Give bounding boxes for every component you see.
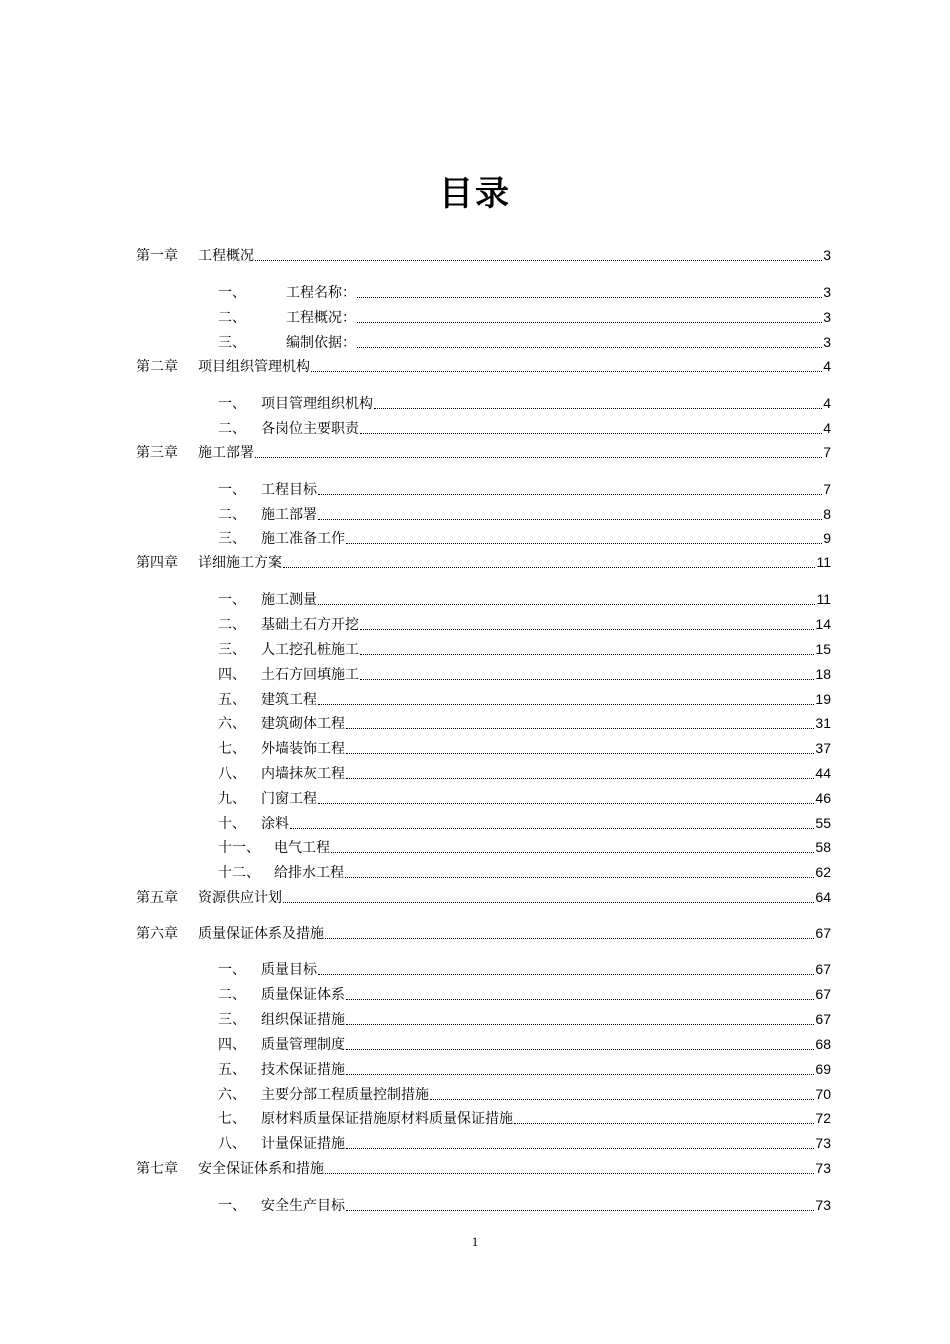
- toc-entry-number: 第四章: [136, 555, 178, 571]
- toc-entry-number: 三、: [218, 642, 246, 658]
- toc-entry-number: 八、: [218, 1136, 246, 1152]
- toc-entry-title: 安全保证体系和措施: [198, 1161, 324, 1177]
- toc-entry-number: 一、: [218, 285, 246, 301]
- toc-section-entry[interactable]: [218, 528, 831, 548]
- toc-entry-title: 质量管理制度: [261, 1037, 345, 1053]
- toc-page-number: 44: [815, 765, 831, 781]
- toc-entry-number: 四、: [218, 667, 246, 683]
- toc-entry-title: 原材料质量保证措施原材料质量保证措施: [261, 1111, 513, 1127]
- toc-page-number: 11: [816, 591, 831, 607]
- toc-entry-title: 施工测量: [261, 592, 317, 608]
- toc-page-number: 18: [815, 666, 831, 682]
- toc-entry-number: 第六章: [136, 926, 178, 942]
- toc-page-number: 15: [815, 641, 831, 657]
- toc-entry-title: 施工准备工作: [261, 531, 345, 547]
- toc-dot-leader: [325, 938, 814, 939]
- toc-page-number: 4: [823, 420, 831, 436]
- toc-entry-title: 门窗工程: [261, 791, 317, 807]
- toc-entry-number: 二、: [218, 310, 246, 326]
- toc-page-number: 73: [815, 1135, 831, 1151]
- toc-dot-leader: [346, 753, 814, 754]
- toc-section-entry[interactable]: [218, 479, 831, 499]
- toc-dot-leader: [318, 803, 814, 804]
- toc-page-number: 67: [815, 925, 831, 941]
- toc-section-entry[interactable]: [218, 589, 831, 609]
- toc-dot-leader: [374, 408, 822, 409]
- toc-page-number: 14: [815, 616, 831, 632]
- toc-entry-number: 六、: [218, 1087, 246, 1103]
- toc-dot-leader: [357, 297, 822, 298]
- toc-entry-title: 编制依据：: [286, 335, 356, 351]
- toc-page-number: 72: [815, 1110, 831, 1126]
- toc-page-number: 3: [823, 247, 831, 263]
- toc-dot-leader: [318, 519, 822, 520]
- toc-entry-title: 工程概况: [198, 248, 254, 264]
- toc-entry-title: 主要分部工程质量控制措施: [261, 1087, 429, 1103]
- toc-dot-leader: [255, 260, 822, 261]
- toc-chapter-entry[interactable]: [136, 887, 831, 907]
- toc-page-number: 73: [815, 1197, 831, 1213]
- toc-section-entry[interactable]: [218, 984, 831, 1004]
- toc-dot-leader: [325, 1173, 814, 1174]
- toc-entry-number: 一、: [218, 1198, 246, 1214]
- toc-entry-title: 施工部署: [261, 507, 317, 523]
- toc-page-number: 73: [815, 1160, 831, 1176]
- toc-dot-leader: [283, 567, 815, 568]
- toc-entry-number: 五、: [218, 692, 246, 708]
- toc-entry-title: 详细施工方案: [198, 555, 282, 571]
- toc-entry-number: 九、: [218, 791, 246, 807]
- toc-entry-title: 给排水工程: [274, 865, 344, 881]
- toc-page-number: 67: [815, 986, 831, 1002]
- toc-dot-leader: [331, 852, 814, 853]
- toc-entry-title: 项目组织管理机构: [198, 359, 310, 375]
- toc-section-entry[interactable]: [218, 738, 831, 758]
- toc-entry-number: 一、: [218, 396, 246, 412]
- toc-entry-number: 二、: [218, 421, 246, 437]
- toc-dot-leader: [346, 1074, 814, 1075]
- toc-dot-leader: [346, 1049, 814, 1050]
- toc-entry-title: 建筑工程: [261, 692, 317, 708]
- toc-section-entry[interactable]: [218, 639, 831, 659]
- toc-dot-leader: [360, 433, 822, 434]
- toc-chapter-entry[interactable]: [136, 923, 831, 943]
- toc-section-entry[interactable]: [218, 763, 831, 783]
- toc-entry-number: 八、: [218, 766, 246, 782]
- toc-entry-number: 一、: [218, 962, 246, 978]
- toc-entry-title: 计量保证措施: [261, 1136, 345, 1152]
- toc-entry-number: 二、: [218, 617, 246, 633]
- toc-page-number: 19: [815, 691, 831, 707]
- toc-page-number: 67: [815, 1011, 831, 1027]
- toc-section-entry[interactable]: [218, 307, 831, 327]
- toc-dot-leader: [311, 371, 822, 372]
- toc-entry-number: 第一章: [136, 248, 178, 264]
- toc-dot-leader: [318, 494, 822, 495]
- toc-dot-leader: [255, 457, 822, 458]
- toc-dot-leader: [514, 1123, 814, 1124]
- toc-page-number: 64: [815, 889, 831, 905]
- toc-dot-leader: [346, 543, 822, 544]
- toc-dot-leader: [360, 654, 814, 655]
- toc-section-entry[interactable]: [218, 862, 831, 882]
- toc-page-number: 7: [823, 481, 831, 497]
- toc-entry-title: 工程概况：: [286, 310, 356, 326]
- toc-section-entry[interactable]: [218, 1009, 831, 1029]
- toc-section-entry[interactable]: [218, 959, 831, 979]
- toc-entry-number: 六、: [218, 716, 246, 732]
- toc-dot-leader: [346, 1024, 814, 1025]
- toc-section-entry[interactable]: [218, 1059, 831, 1079]
- toc-entry-title: 质量保证体系: [261, 987, 345, 1003]
- toc-entry-number: 第五章: [136, 890, 178, 906]
- toc-dot-leader: [318, 604, 815, 605]
- toc-entry-number: 第三章: [136, 445, 178, 461]
- toc-dot-leader: [318, 704, 814, 705]
- toc-entry-number: 三、: [218, 1012, 246, 1028]
- toc-section-entry[interactable]: [218, 837, 831, 857]
- toc-entry-title: 建筑砌体工程: [261, 716, 345, 732]
- toc-dot-leader: [318, 974, 814, 975]
- toc-entry-title: 施工部署: [198, 445, 254, 461]
- toc-section-entry[interactable]: [218, 689, 831, 709]
- toc-page-number: 7: [823, 444, 831, 460]
- toc-dot-leader: [360, 679, 814, 680]
- toc-page-number: 4: [823, 358, 831, 374]
- toc-page-number: 3: [823, 334, 831, 350]
- toc-entry-title: 质量目标: [261, 962, 317, 978]
- toc-dot-leader: [346, 1210, 814, 1211]
- toc-entry-number: 三、: [218, 335, 246, 351]
- toc-entry-title: 涂料: [261, 816, 289, 832]
- toc-entry-number: 三、: [218, 531, 246, 547]
- toc-section-entry[interactable]: [218, 332, 831, 352]
- toc-entry-title: 工程名称：: [286, 285, 356, 301]
- page-number: 1: [471, 1234, 479, 1249]
- toc-entry-number: 四、: [218, 1037, 246, 1053]
- toc-entry-number: 二、: [218, 987, 246, 1003]
- toc-entry-number: 五、: [218, 1062, 246, 1078]
- toc-entry-title: 各岗位主要职责: [261, 421, 359, 437]
- toc-dot-leader: [346, 999, 814, 1000]
- toc-page-number: 55: [815, 815, 831, 831]
- toc-entry-title: 工程目标: [261, 482, 317, 498]
- toc-page-number: 4: [823, 395, 831, 411]
- toc-entry-title: 组织保证措施: [261, 1012, 345, 1028]
- toc-section-entry[interactable]: [218, 282, 831, 302]
- toc-chapter-entry[interactable]: [136, 1158, 831, 1178]
- toc-page-number: 31: [815, 715, 831, 731]
- toc-page-number: 68: [815, 1036, 831, 1052]
- toc-section-entry[interactable]: [218, 614, 831, 634]
- toc-page-number: 70: [815, 1086, 831, 1102]
- toc-entry-title: 电气工程: [274, 840, 330, 856]
- toc-page-number: 8: [823, 506, 831, 522]
- toc-chapter-entry[interactable]: [136, 442, 831, 462]
- toc-section-entry[interactable]: [218, 664, 831, 684]
- toc-entry-number: 第二章: [136, 359, 178, 375]
- toc-dot-leader: [283, 902, 814, 903]
- toc-entry-number: 十一、: [218, 840, 260, 856]
- toc-dot-leader: [357, 322, 822, 323]
- toc-entry-title: 安全生产目标: [261, 1198, 345, 1214]
- toc-entry-number: 十、: [218, 816, 246, 832]
- toc-dot-leader: [346, 1148, 814, 1149]
- toc-dot-leader: [430, 1099, 814, 1100]
- toc-section-entry[interactable]: [218, 1133, 831, 1153]
- toc-dot-leader: [357, 347, 822, 348]
- toc-page-number: 62: [815, 864, 831, 880]
- toc-section-entry[interactable]: [218, 1034, 831, 1054]
- toc-page-number: 3: [823, 309, 831, 325]
- toc-dot-leader: [345, 877, 814, 878]
- toc-page-number: 9: [823, 530, 831, 546]
- toc-entry-title: 资源供应计划: [198, 890, 282, 906]
- toc-page-number: 69: [815, 1061, 831, 1077]
- toc-page-number: 58: [815, 839, 831, 855]
- toc-entry-title: 基础土石方开挖: [261, 617, 359, 633]
- toc-entry-number: 一、: [218, 592, 246, 608]
- toc-chapter-entry[interactable]: [136, 245, 831, 265]
- toc-section-entry[interactable]: [218, 1195, 831, 1215]
- toc-entry-number: 一、: [218, 482, 246, 498]
- toc-page-number: 11: [816, 554, 831, 570]
- toc-section-entry[interactable]: [218, 393, 831, 413]
- toc-entry-title: 项目管理组织机构: [261, 396, 373, 412]
- toc-page-number: 37: [815, 740, 831, 756]
- toc-section-entry[interactable]: [218, 1084, 831, 1104]
- toc-section-entry[interactable]: [218, 504, 831, 524]
- toc-entry-title: 土石方回填施工: [261, 667, 359, 683]
- toc-entry-number: 第七章: [136, 1161, 178, 1177]
- toc-dot-leader: [290, 828, 814, 829]
- toc-entry-title: 技术保证措施: [261, 1062, 345, 1078]
- toc-section-entry[interactable]: [218, 1108, 831, 1128]
- toc-section-entry[interactable]: [218, 418, 831, 438]
- toc-chapter-entry[interactable]: [136, 356, 831, 376]
- toc-page-number: 3: [823, 284, 831, 300]
- toc-entry-title: 内墙抹灰工程: [261, 766, 345, 782]
- toc-section-entry[interactable]: [218, 788, 831, 808]
- toc-section-entry[interactable]: [218, 813, 831, 833]
- toc-entry-number: 二、: [218, 507, 246, 523]
- toc-entry-number: 七、: [218, 741, 246, 757]
- toc-entry-title: 外墙装饰工程: [261, 741, 345, 757]
- toc-entry-number: 七、: [218, 1111, 246, 1127]
- toc-entry-title: 人工挖孔桩施工: [261, 642, 359, 658]
- toc-entry-title: 质量保证体系及措施: [198, 926, 324, 942]
- toc-dot-leader: [346, 778, 814, 779]
- toc-page-number: 46: [815, 790, 831, 806]
- toc-section-entry[interactable]: [218, 713, 831, 733]
- toc-page-number: 67: [815, 961, 831, 977]
- page-title: 目录: [439, 174, 511, 214]
- toc-dot-leader: [346, 728, 814, 729]
- toc-chapter-entry[interactable]: [136, 552, 831, 572]
- toc-dot-leader: [360, 629, 814, 630]
- toc-entry-number: 十二、: [218, 865, 260, 881]
